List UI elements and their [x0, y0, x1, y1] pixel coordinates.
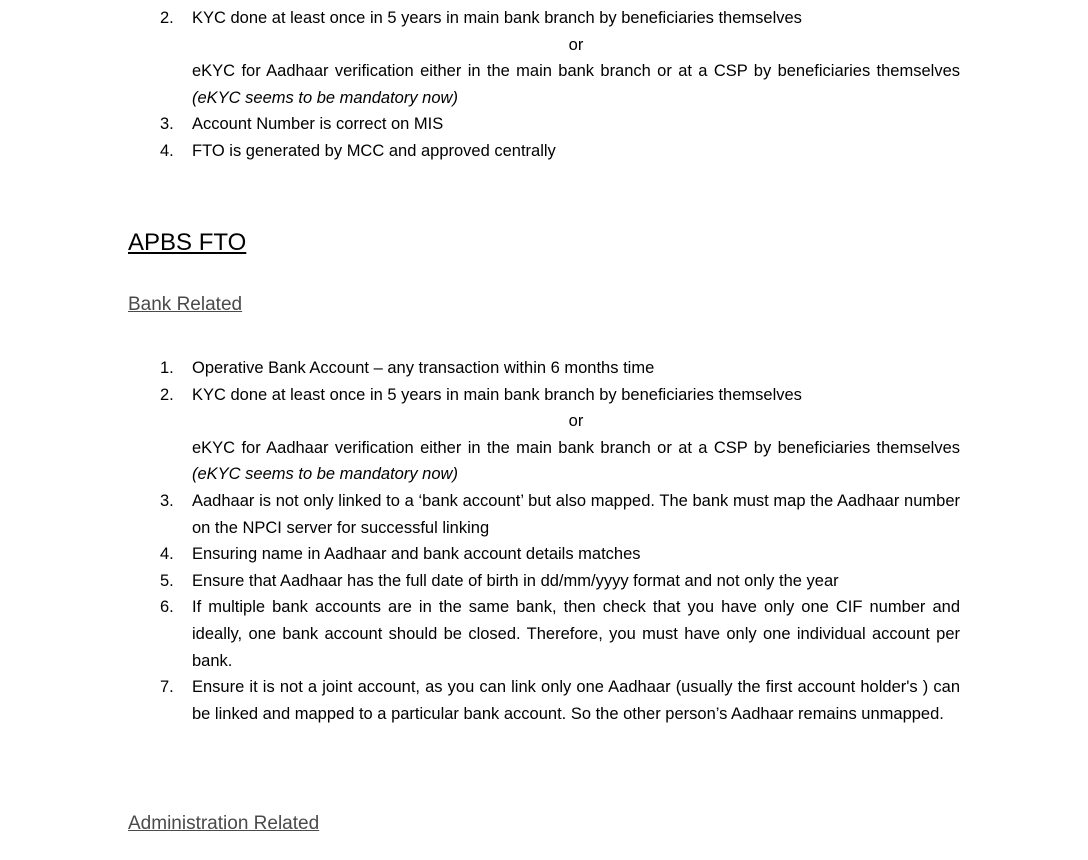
list-text: Ensure it is not a joint account, as you can link only one Aadhaar (usually the first account holder's ) can be linked and mapped to a particular bank account. So the other person’s Aadhaar remains unmapped. [192, 678, 960, 723]
list-text: Ensure that Aadhaar has the full date of birth in dd/mm/yyyy format and not only the year [192, 571, 839, 590]
or-separator: or [568, 35, 584, 54]
list-text: Aadhaar is not only linked to a ‘bank account’ but also mapped. The bank must map the Aadhaar number on the NPCI server for successful linking [192, 491, 960, 537]
italic-note: (eKYC seems to be mandatory now) [192, 465, 458, 484]
list-item [160, 674, 960, 727]
list-number: 4. [160, 545, 174, 564]
list-item [160, 355, 960, 382]
list-number: 4. [160, 141, 174, 160]
list-number: 2. [160, 385, 174, 404]
list-text: Account Number is correct on MIS [192, 115, 444, 134]
list-number: 6. [160, 598, 174, 617]
italic-note: (eKYC seems to be mandatory now) [192, 88, 458, 107]
bank-criteria-list [160, 355, 960, 727]
list-item [160, 5, 960, 111]
subsection-title-bank: Bank Related [128, 294, 243, 315]
list-text: If multiple bank accounts are in the same bank, then check that you have only one CIF number and ideally, one bank account should be closed. Therefore, you must have only one individual account per bank. [192, 598, 960, 670]
list-item [160, 111, 960, 138]
list-item [160, 541, 960, 568]
list-number: 1. [160, 359, 174, 377]
or-separator: or [568, 412, 584, 431]
list-text: KYC done at least once in 5 years in main bank branch by beneficiaries themselves [192, 385, 802, 404]
list-item [160, 382, 960, 488]
list-item [160, 568, 960, 595]
list-item [160, 488, 960, 541]
list-number: 3. [160, 491, 174, 510]
list-number: 2. [160, 9, 174, 27]
list-text-alt: eKYC for Aadhaar verification either in the main bank branch or at a CSP by beneficiaries themselves [192, 438, 960, 457]
subsection-title-admin: Administration Related [128, 813, 320, 834]
list-text: Operative Bank Account – any transaction within 6 months time [192, 359, 655, 377]
list-number: 5. [160, 571, 174, 590]
list-item [160, 138, 960, 165]
list-number: 7. [160, 678, 174, 697]
list-text: FTO is generated by MCC and approved centrally [192, 141, 556, 160]
list-item [160, 594, 960, 674]
list-number: 3. [160, 115, 174, 134]
list-text-alt: eKYC for Aadhaar verification either in the main bank branch or at a CSP by beneficiaries themselves [192, 62, 960, 81]
list-text: KYC done at least once in 5 years in main bank branch by beneficiaries themselves [192, 9, 802, 27]
section-title: APBS FTO [128, 229, 247, 256]
top-criteria-list [160, 5, 960, 165]
list-text: Ensuring name in Aadhaar and bank account details matches [192, 545, 641, 564]
